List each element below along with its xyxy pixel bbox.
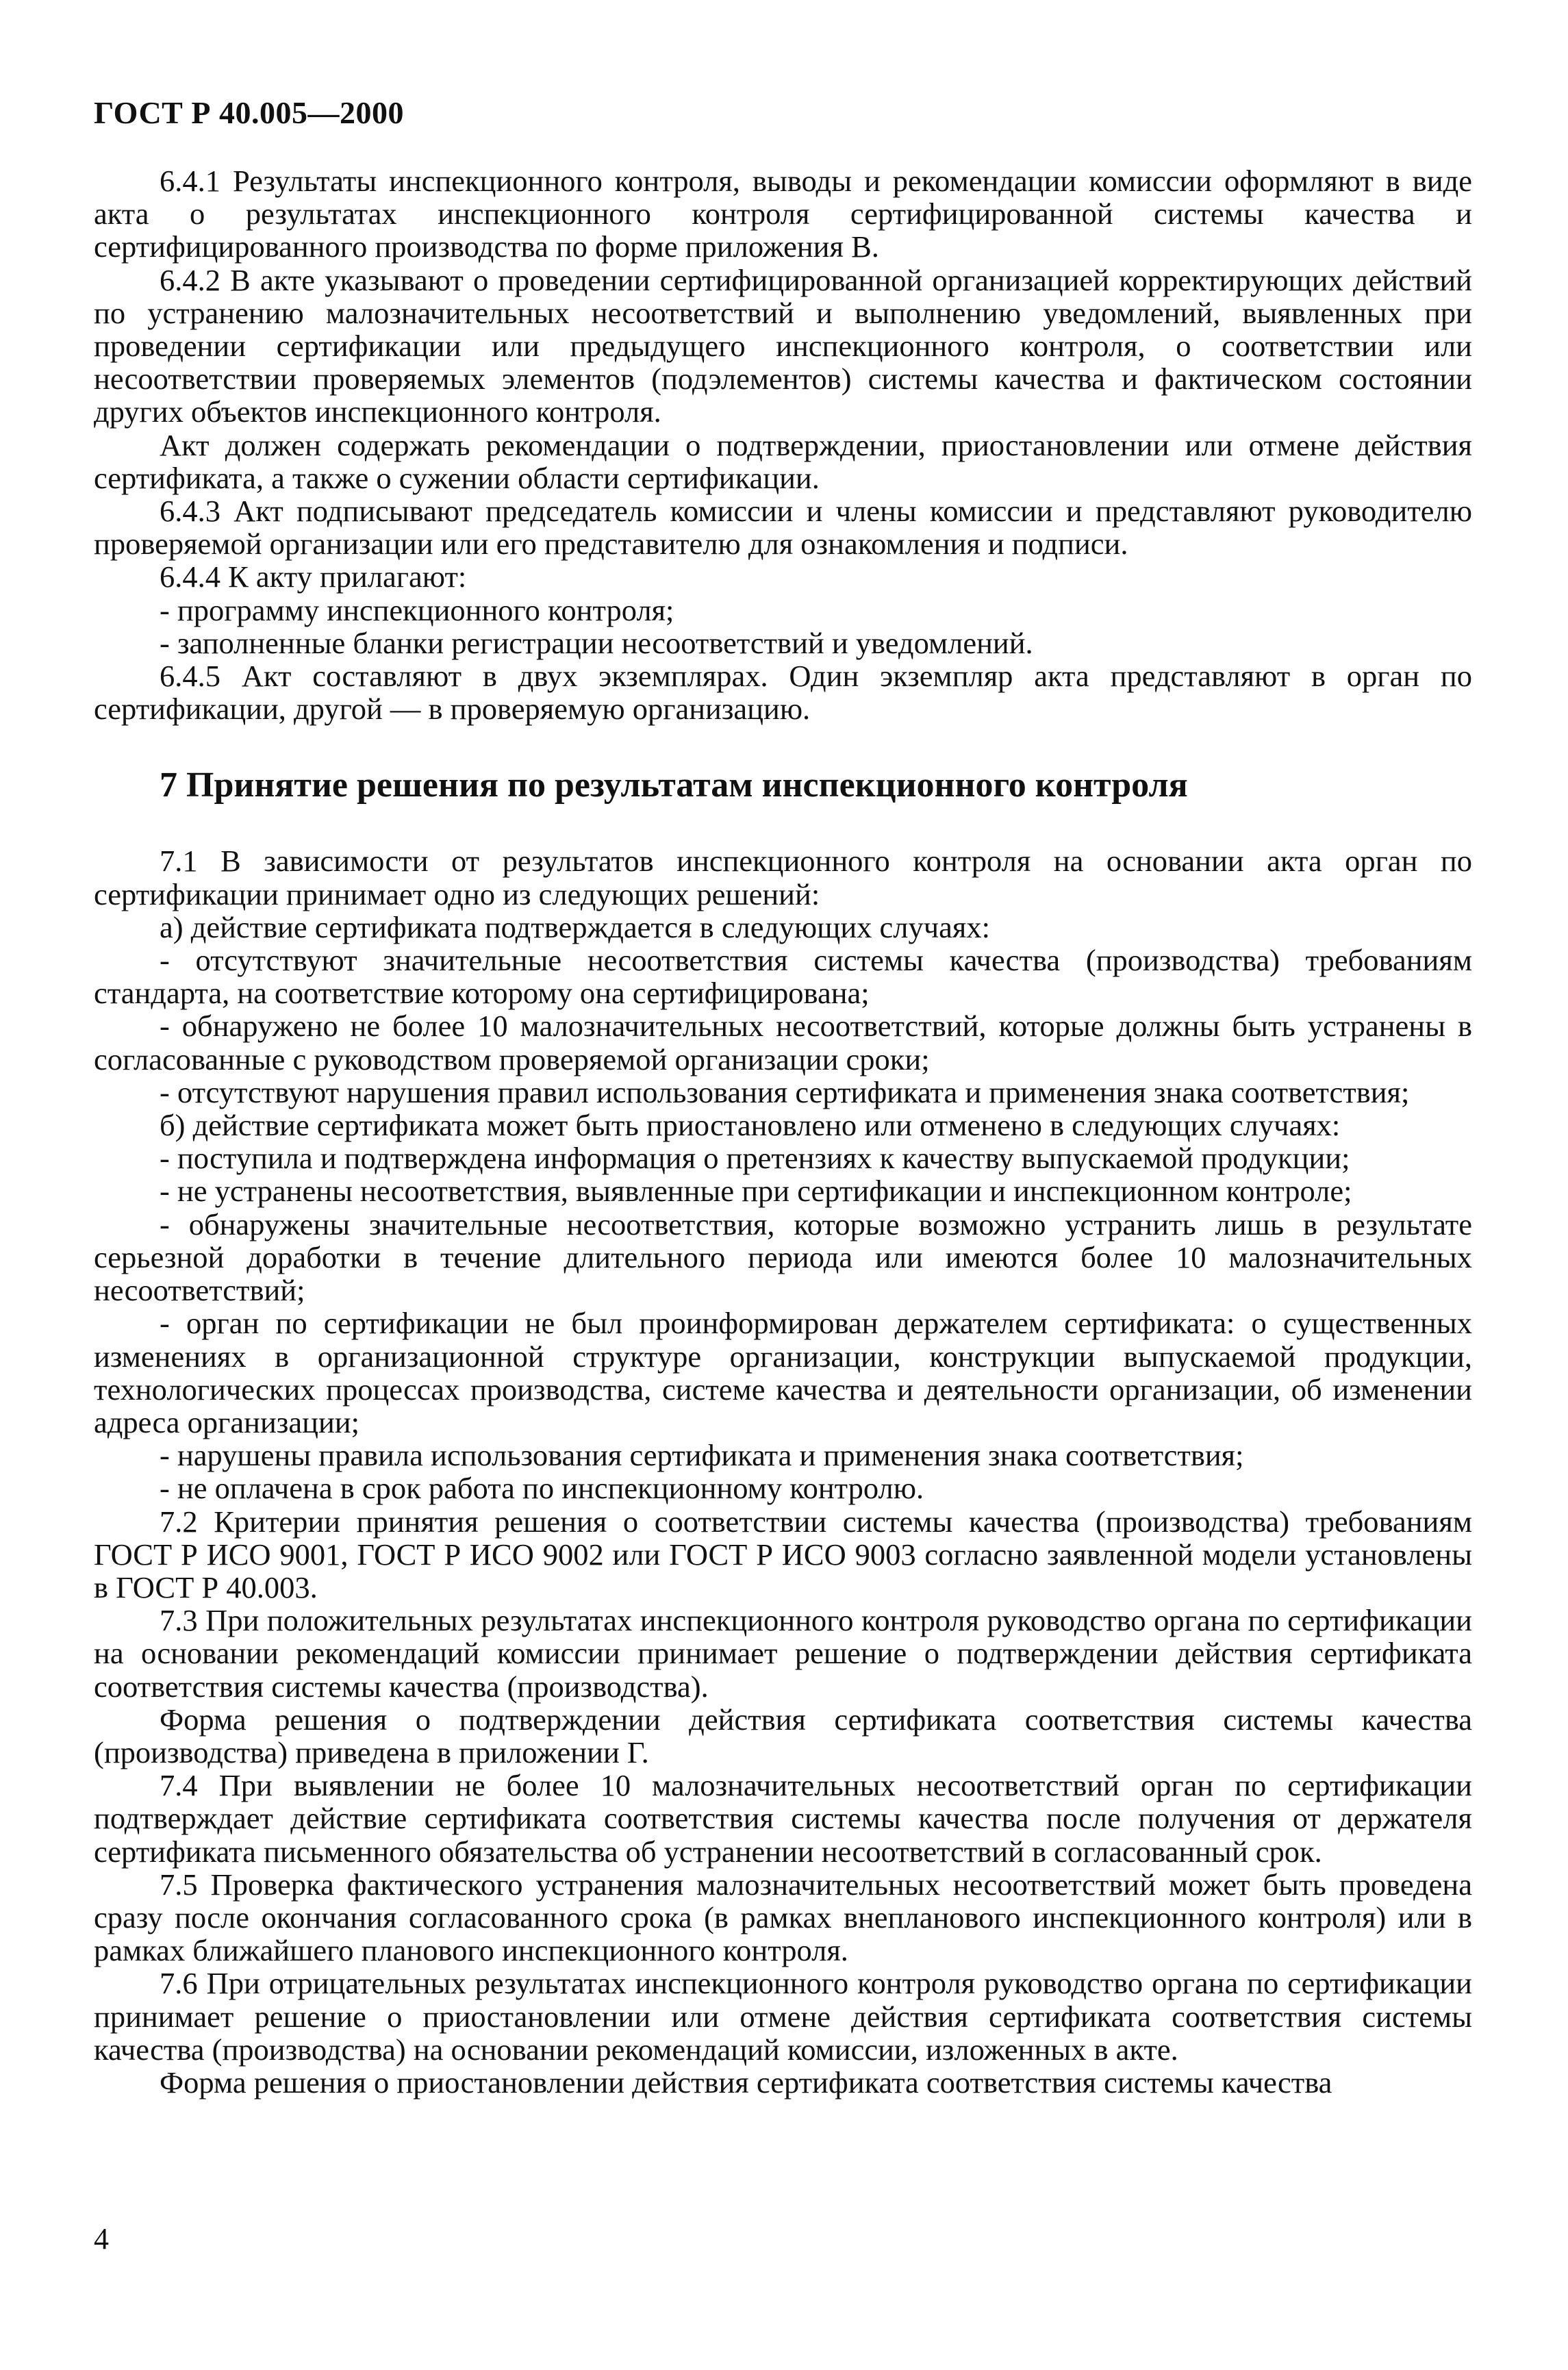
paragraph: Акт должен содержать рекомендации о подтверждении, приостановлении или отмене действия сертификата, а также о сужении области сертификации. <box>94 427 1472 495</box>
list-item: - не оплачена в срок работа по инспекционному контролю. <box>160 1471 924 1506</box>
paragraph: 6.4.2 В акте указывают о проведении сертифицированной организацией корректирующих действий по устранению малозначительных несоответствий и выполнению уведомлений, выявленных при проведении сертификации или предыдущего инспекционного контроля, о соответствии или несоответствии проверяемых элементов (подэлементов) системы качества и фактическом состоянии других объектов инспекционного контроля. <box>94 262 1472 429</box>
list-item: - обнаружено не более 10 малозначительных несоответствий, которые должны быть устранены в согласованные с руководством проверяемой организации сроки; <box>94 1009 1472 1076</box>
list-item: - программу инспекционного контроля; <box>160 592 674 627</box>
paragraph: 7.3 При положительных результатах инспекционного контроля руководство органа по сертификации на основании рекомендаций комиссии принимает решение о подтверждении действия сертификата соответствия системы качества (производства). <box>94 1603 1472 1704</box>
paragraph: 6.4.4 К акту прилагают: <box>160 559 467 594</box>
list-item: - поступила и подтверждена информация о претензиях к качеству выпускаемой продукции; <box>160 1141 1350 1176</box>
list-item: - не устранены несоответствия, выявленные при сертификации и инспекционном контроле; <box>160 1174 1352 1209</box>
list-item: б) действие сертификата может быть приостановлено или отменено в следующих случаях: <box>160 1108 1341 1143</box>
paragraph: 7.5 Проверка фактического устранения малозначительных несоответствий может быть проведена сразу после окончания согласованного срока (в рамках внепланового инспекционного контроля) или в рамках ближайшего планового инспекционного контроля. <box>94 1867 1472 1968</box>
paragraph: 7.2 Критерии принятия решения о соответствии системы качества (производства) требованиям ГОСТ Р ИСО 9001, ГОСТ Р ИСО 9002 или ГОСТ Р ИСО 9003 согласно заявленной модели установлены в ГОСТ Р 40.003. <box>94 1504 1472 1604</box>
list-item: - обнаружены значительные несоответствия, которые возможно устранить лишь в результате серьезной доработки в течение длительного периода или имеются более 10 малозначительных несоответствий; <box>94 1207 1472 1308</box>
paragraph: 7.4 При выявлении не более 10 малозначительных несоответствий орган по сертификации подтверждает действие сертификата соответствия системы качества после получения от держателя сертификата письменного обязательства об устранении несоответствий в согласованный срок. <box>94 1768 1472 1869</box>
paragraph: 6.4.1 Результаты инспекционного контроля, выводы и рекомендации комиссии оформляют в виде акта о результатах инспекционного контроля сертифицированной системы качества и сертифицированного производства по форме приложения В. <box>94 164 1472 264</box>
list-item: - отсутствуют нарушения правил использования сертификата и применения знака соответствия; <box>160 1074 1410 1109</box>
paragraph: Форма решения о подтверждении действия сертификата соответствия системы качества (производства) приведена в приложении Г. <box>94 1702 1472 1769</box>
list-item: - орган по сертификации не был проинформирован держателем сертификата: о существенных изменениях в организационной структуре организации, конструкции выпускаемой продукции, технологических процессах производства, системе качества и деятельности организации, об изменении адреса организации; <box>94 1306 1472 1439</box>
list-item: - нарушены правила использования сертификата и применения знака соответствия; <box>160 1438 1244 1473</box>
document-header: ГОСТ Р 40.005—2000 <box>94 95 404 130</box>
list-item: а) действие сертификата подтверждается в следующих случаях: <box>160 909 990 944</box>
paragraph: 7.1 В зависимости от результатов инспекционного контроля на основании акта орган по сертификации принимает одно из следующих решений: <box>94 844 1472 911</box>
paragraph: 7.6 При отрицательных результатах инспекционного контроля руководство органа по сертификации принимает решение о приостановлении или отмене действия сертификата соответствия системы качества (производства) на основании рекомендаций комиссии, изложенных в акте. <box>94 1966 1472 2067</box>
list-item: - заполненные бланки регистрации несоответствий и уведомлений. <box>160 625 1033 660</box>
paragraph: 6.4.5 Акт составляют в двух экземплярах. Один экземпляр акта представляют в орган по сертификации, другой — в проверяемую организацию. <box>94 659 1472 727</box>
section-title: 7 Принятие решения по результатам инспекционного контроля <box>160 766 1188 805</box>
document-body <box>94 164 1472 2099</box>
paragraph: Форма решения о приостановлении действия сертификата соответствия системы качества <box>160 2065 1332 2100</box>
page-number: 4 <box>94 2222 109 2256</box>
paragraph: 6.4.3 Акт подписывают председатель комиссии и члены комиссии и представляют руководителю проверяемой организации или его представителю для ознакомления и подписи. <box>94 494 1472 562</box>
list-item: - отсутствуют значительные несоответствия системы качества (производства) требованиям стандарта, на соответствие которому она сертифицирована; <box>94 943 1472 1011</box>
